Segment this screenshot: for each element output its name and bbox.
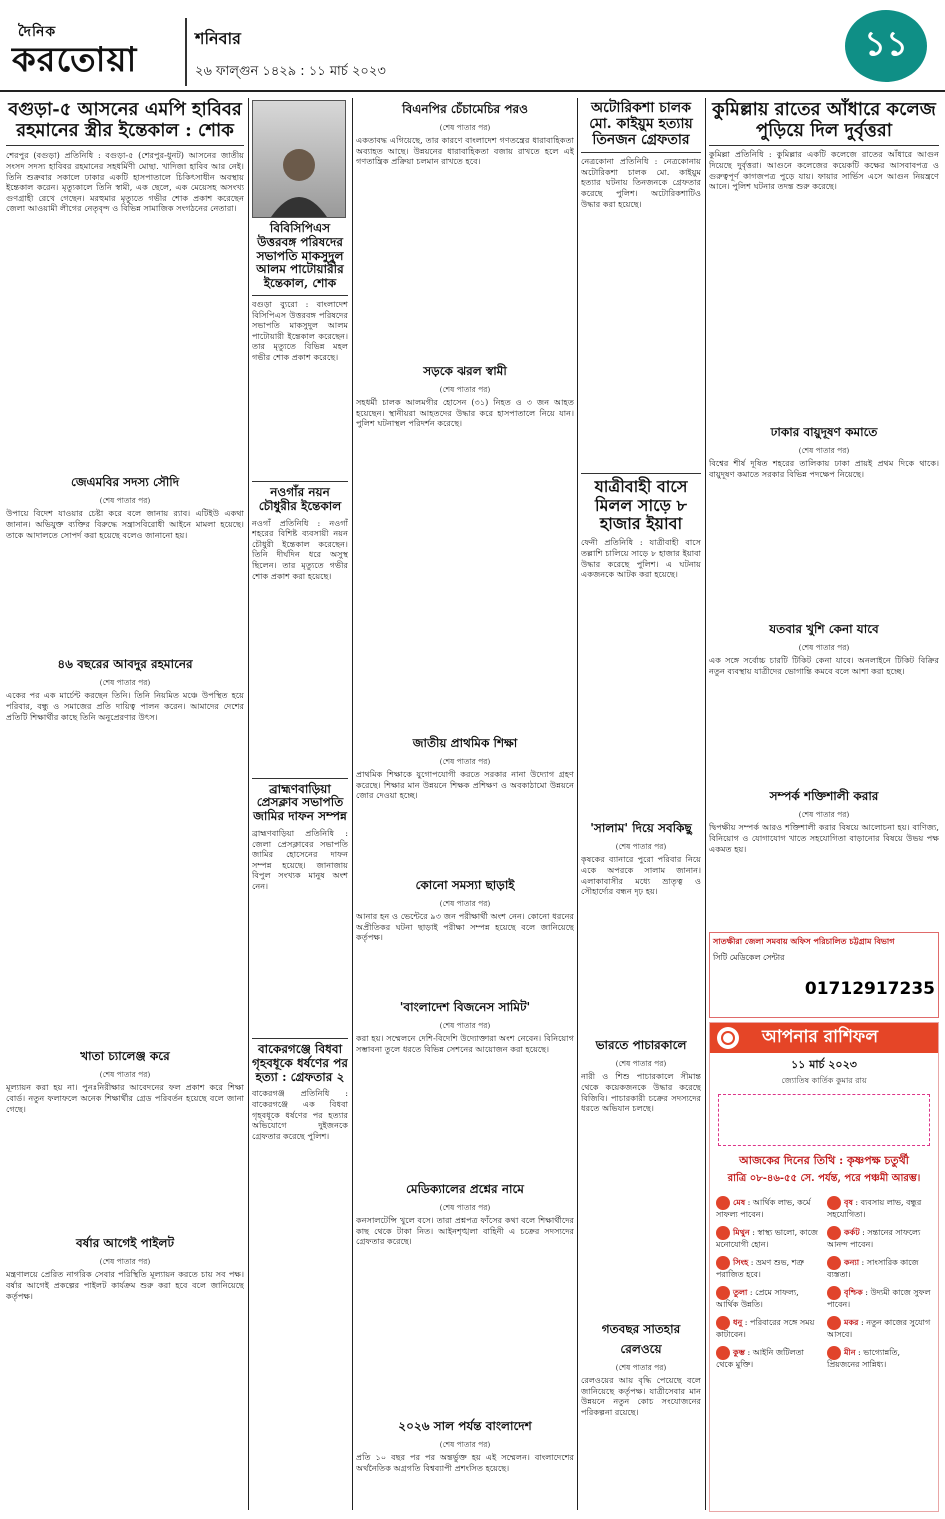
ad-phone: 01712917235: [804, 979, 935, 999]
article-borsha-body: মন্ত্রণালয়ে প্রেরিত নাগরিক সেবার পরিস্থিতি মূল্যায়ন করতে চায় সব পক্ষ। বর্ষার আগেই প্রকল্পের পাইলট কার্যক্রম শুরু করা হবে বলে জানিয়েছে কর্তৃপক্ষ।: [6, 1269, 244, 1301]
headline-railway: গতবছর সাতহার রেলওয়ে: [601, 1322, 681, 1356]
zodiac-sign-name: কুম্ভ: [733, 1347, 745, 1357]
zodiac-sign-text: নতুন কাজের সুযোগ আসবে।: [827, 1318, 931, 1339]
headline-borsha: বর্ষার আগেই পাইলট: [75, 1236, 174, 1251]
zodiac-sign-name: মীন: [844, 1347, 856, 1357]
planet-positions-chart: [718, 1094, 930, 1146]
headline-2026: ২০২৬ সাল পর্যন্ত বাংলাদেশ: [398, 1419, 532, 1433]
headline-yaba: যাত্রীবাহী বাসে মিলল সাড়ে ৮ হাজার ইয়াবা: [581, 473, 701, 537]
headline-somporko: সম্পর্ক শক্তিশালী করার: [769, 789, 879, 804]
article-somporko-body: দ্বিপক্ষীয় সম্পর্ক আরও শক্তিশালী করার বিষয়ে আলোচনা হয়। বাণিজ্য, বিনিয়োগ ও যোগাযোগ খাতে সহযোগিতা বাড়ানোর বিষয়ে উভয় পক্ষ একমত হয়।: [709, 822, 939, 854]
article-biggapon-body: করা হয়। সম্মেলনে দেশি-বিদেশি উদ্যোক্তারা অংশ নেবেন। বিনিয়োগ সম্ভাবনা তুলে ধরতে বিভিন্ন সেশনের আয়োজন করা হয়েছে।: [356, 1033, 574, 1054]
zodiac-symbol-icon: [827, 1286, 841, 1300]
zodiac-wheel-icon: [716, 1026, 740, 1050]
article-bnp-body: একতাবদ্ধ এগিয়েছে, তার কারণে বাংলাদেশ গণতন্ত্রের ধারাবাহিকতা অব্যাহত আছে। উন্নয়নের ধারাবাহিকতা বজায় রাখতে হলে এই গণতান্ত্রিক প্রক্রিয়া চলমান রাখতে হবে।: [356, 135, 574, 167]
headline-salam: 'সালাম' দিয়ে সবকিছু: [590, 821, 692, 836]
cont-salam: (শেষ পাতার পর): [615, 842, 667, 852]
headline-dhaka-air: ঢাকার বায়ুদূষণ কমাতে: [770, 425, 878, 440]
horoscope-header: [710, 1023, 938, 1053]
zodiac-sign-text: আর্থিক লাভ, কর্মে সাফল্য পাবেন।: [716, 1198, 811, 1219]
headline-saudi: জেএমবির সদস্য সৌদি: [70, 475, 180, 490]
article-brahmanbaria-body: ব্রাহ্মণবাড়িয়া প্রতিনিধি : জেলা প্রেসক্লাবের সভাপতি জামির হোসেনের দাফন সম্পন্ন হয়েছে। জানাজায় বিপুল সংখ্যক মানুষ অংশ নেন।: [252, 827, 348, 891]
zodiac-sign-item: মেষ : আর্থিক লাভ, কর্মে সাফল্য পাবেন।: [716, 1197, 811, 1219]
zodiac-symbol-icon: [827, 1316, 841, 1330]
horoscope-box: [709, 1022, 939, 1512]
headline-shiksha: জাতীয় প্রাথমিক শিক্ষা: [412, 736, 518, 750]
article-medical-body: কনসালটেন্সি খুলে বসে। তারা প্রশ্নপত্র ফাঁসের কথা বলে শিক্ষার্থীদের কাছ থেকে টাকা নিত। আইনশৃঙ্খলা বাহিনী এ চক্রের সদস্যদের গ্রেফতার করেছে।: [356, 1215, 574, 1247]
zodiac-symbol-icon: [716, 1286, 730, 1300]
headline-biggapon: 'বাংলাদেশ বিজনেস সামিট': [399, 1000, 531, 1014]
ad-headline: সাতক্ষীরা জেলা সমবায় অফিস পরিচালিত চট্টগ্রাম বিভাগ: [713, 936, 895, 946]
ad-box: [709, 932, 939, 1018]
article-dhaka-air-body: বিশ্বের শীর্ষ দূষিত শহরের তালিকায় ঢাকা প্রায়ই প্রথম দিকে থাকে। বায়ুদূষণ কমাতে সরকার বিভিন্ন পদক্ষেপ নিয়েছে।: [709, 458, 939, 479]
article-autorickshaw-body: নেত্রকোনা প্রতিনিধি : নেত্রকোনায় অটোরিকশা চালক মো. কাইয়ুম হত্যার ঘটনায় তিনজনকে গ্রেফতার করেছে পুলিশ। অটোরিকশাটিও উদ্ধার করা হয়েছে।: [581, 156, 701, 209]
zodiac-sign-item: মকর : নতুন কাজের সুযোগ আসবে।: [827, 1317, 931, 1339]
zodiac-sign-name: কন্যা: [844, 1257, 860, 1267]
article-yaba-body: ফেনী প্রতিনিধি : যাত্রীবাহী বাসে তল্লাশি চালিয়ে সাড়ে ৮ হাজার ইয়াবা উদ্ধার করেছে পুলিশ। এ ঘটনায় একজনকে আটক করা হয়েছে।: [581, 537, 701, 580]
zodiac-sign-item: কন্যা : সাংসারিক কাজে ব্যস্ততা।: [827, 1257, 919, 1279]
column-4-bottom: [581, 1318, 701, 1510]
headline-nowga: নওগাঁর নয়ন চৌধুরীর ইন্তেকাল: [252, 481, 348, 518]
zodiac-sign-text: আইনি জটিলতা থেকে মুক্তি।: [716, 1348, 804, 1369]
zodiac-sign-name: মকর: [844, 1317, 859, 1327]
zodiac-sign-item: তুলা : প্রেমে সাফল্য, আর্থিক উন্নতি।: [716, 1287, 799, 1309]
headline-autorickshaw: অটোরিকশা চালক মো. কাইয়ুম হত্যায় তিনজন গ্রেফতার: [581, 98, 701, 153]
headline-comilla: কুমিল্লায় রাতের আঁধারে কলেজ পুড়িয়ে দিল দুর্বৃত্তরা: [709, 98, 939, 146]
zodiac-sign-text: সন্তানের সাফল্যে আনন্দ পাবেন।: [827, 1228, 921, 1249]
cont-dhaka-air: (শেষ পাতার পর): [798, 446, 850, 456]
headline-swami: সড়কে ঝরল স্বামী: [423, 364, 507, 378]
zodiac-sign-item: বৃষ : ব্যবসায় লাভ, বন্ধুর সহযোগিতা।: [827, 1197, 922, 1219]
cont-abdur: (শেষ পাতার পর): [99, 678, 151, 688]
zodiac-symbol-icon: [716, 1226, 730, 1240]
headline-brahmanbaria: ব্রাহ্মণবাড়িয়া প্রেসক্লাব সভাপতি জামির দাফন সম্পন্ন: [252, 778, 348, 828]
zodiac-sign-name: ধনু: [733, 1317, 743, 1327]
zodiac-symbol-icon: [716, 1196, 730, 1210]
horoscope-author: জ্যোতিষ কার্তিক কুমার রায়: [781, 1076, 867, 1085]
masthead: [0, 0, 945, 92]
zodiac-sign-name: মিথুন: [733, 1227, 750, 1237]
article-salam-body: কৃষকের ব্যানারে পুরো পরিবার নিয়ে একে অপরকে সালাম জানান। এলাকাবাসীর মধ্যে ভ্রাতৃত্ব ও সৌহার্দ্যের বন্ধন দৃঢ় হয়।: [581, 854, 701, 897]
zodiac-sign-name: সিংহ: [733, 1257, 749, 1267]
zodiac-sign-text: সাংসারিক কাজে ব্যস্ততা।: [827, 1258, 919, 1279]
column-2: [252, 98, 348, 1510]
zodiac-symbol-icon: [827, 1346, 841, 1360]
article-comilla-body: কুমিল্লা প্রতিনিধি : কুমিল্লার একটি কলেজে রাতের আঁধারে আগুন দিয়েছে দুর্বৃত্তরা। আগুনে কলেজের কয়েকটি কক্ষের আসবাবপত্র ও গুরুত্বপূর্ণ কাগজপত্র পুড়ে যায়। ফায়ার সার্ভিস এসে আগুন নিয়ন্ত্রণে আনে। পুলিশ ঘটনার তদন্ত শুরু করেছে।: [709, 149, 939, 192]
horoscope-date: ১১ মার্চ ২০২৩: [791, 1058, 857, 1071]
article-swami-body: সহধর্মী চালক আলমগীর হোসেন (৩১) নিহত ও ৩ জন আহত হয়েছেন। স্থানীয়রা আহতদের উদ্ধার করে হাসপাতালে নিয়ে যান। পুলিশ ঘটনাস্থল পরিদর্শন করেছে।: [356, 397, 574, 429]
zodiac-sign-text: ভাগ্যোন্নতি, প্রিয়জনের সান্নিধ্য।: [827, 1348, 901, 1369]
portrait-photo: [252, 100, 346, 218]
cont-borsha: (শেষ পাতার পর): [99, 1257, 151, 1267]
article-ticket-body: এক সঙ্গে সর্বোচ্চ চারটি টিকিট কেনা যাবে। অনলাইনে টিকিট বিক্রির নতুন ব্যবস্থায় যাত্রীদের ভোগান্তি কমবে বলে আশা করা হচ্ছে।: [709, 655, 939, 676]
article-maksudul-body: বগুড়া ব্যুরো : বাংলাদেশ বিসিপিএস উত্তরবঙ্গ পরিষদের সভাপতি মাকসুদুল আলম পাটোয়ারী ইন্তেকাল করেছেন। তার মৃত্যুতে বিভিন্ন মহল গভীর শোক প্রকাশ করেছে।: [252, 298, 348, 362]
article-abdur-body: একের পর এক মার্চেন্ট করছেন তিনি। তিনি নিয়মিত মঞ্চে উপস্থিত হয়ে পরিবার, বন্ধু ও সমাজের প্রতি দায়িত্ব পালন করেন। আমাদের দেশের প্রতিটি শিক্ষার্থীর কাছে তিনি অনুপ্রেরণার উৎস।: [6, 690, 244, 722]
article-shiksha-body: প্রাথমিক শিক্ষাকে যুগোপযোগী করতে সরকার নানা উদ্যোগ গ্রহণ করেছে। শিক্ষার মান উন্নয়নে শিক্ষক প্রশিক্ষণ ও অবকাঠামো উন্নয়নে জোর দেওয়া হচ্ছে।: [356, 769, 574, 801]
article-saudi-body: উপায়ে বিদেশ যাওয়ার চেষ্টা করে বলে জানায় র‌্যাব। এটিইউ একথা জানান। অভিযুক্ত ব্যক্তির বিরুদ্ধে সন্ত্রাসবিরোধী আইনে মামলা হয়েছে। তাকে আদালতে সোপর্দ করা হয়েছে বলেও জানানো হয়।: [6, 508, 244, 540]
zodiac-symbol-icon: [827, 1196, 841, 1210]
headline-bharat: ভারতে পাচারকালে: [595, 1038, 687, 1053]
brand-small: দৈনিক: [18, 24, 57, 40]
headline-maksudul: বিবিসিপিএস উত্তরবঙ্গ পরিষদের সভাপতি মাকসুদুল আলম পাটোয়ারীর ইন্তেকাল, শোক: [252, 220, 348, 296]
cont-bnp: (শেষ পাতার পর): [439, 123, 491, 132]
zodiac-sign-item: সিংহ : ভ্রমণ শুভ, শত্রু পরাজিত হবে।: [716, 1257, 804, 1279]
zodiac-sign-item: বৃশ্চিক : উদ্যমী কাজে সুফল পাবেন।: [827, 1287, 931, 1309]
zodiac-symbol-icon: [716, 1256, 730, 1270]
zodiac-sign-item: ধনু : পরিবারের সঙ্গে সময় কাটাবেন।: [716, 1317, 815, 1339]
zodiac-sign-item: কুম্ভ : আইনি জটিলতা থেকে মুক্তি।: [716, 1347, 804, 1369]
headline-abdur: ৪৬ বছরের আবদুর রহমানের: [57, 657, 193, 672]
article-somossa-body: আনার হন ও ভেন্টেরে ৯৩ জন পরীক্ষার্থী অংশ নেন। কোনো ধরনের অপ্রীতিকর ঘটনা ছাড়াই পরীক্ষা সম্পন্ন হয়েছে বলে জানিয়েছে কর্তৃপক্ষ।: [356, 911, 574, 943]
cont-somossa: (শেষ পাতার পর): [439, 899, 491, 908]
cont-bharat: (শেষ পাতার পর): [615, 1059, 667, 1069]
article-railway-body: রেলওয়ের আয় বৃদ্ধি পেয়েছে বলে জানিয়েছে কর্তৃপক্ষ। যাত্রীসেবার মান উন্নয়নে নতুন কোচ সংযোজনের পরিকল্পনা রয়েছে।: [581, 1375, 701, 1417]
zodiac-sign-name: কর্কট: [844, 1227, 860, 1237]
column-1: [6, 98, 244, 1510]
zodiac-sign-name: বৃশ্চিক: [844, 1287, 863, 1297]
day-label: শনিবার: [195, 29, 241, 48]
cont-medical: (শেষ পাতার পর): [439, 1203, 491, 1212]
headline-khata: খাতা চ্যালেঞ্জ করে: [80, 1049, 170, 1064]
zodiac-sign-text: স্বাস্থ্য ভালো, কাজে মনোযোগী হোন।: [716, 1228, 818, 1249]
masthead-divider: [185, 18, 187, 86]
cont-khata: (শেষ পাতার পর): [99, 1070, 151, 1080]
article-2026-body: প্রতি ১০ বছর পর পর অন্তর্ভুক্ত হয় এই সম্মেলন। বাংলাদেশের অর্থনৈতিক অগ্রগতি বিশ্বব্যাপী প্রশংসিত হয়েছে।: [356, 1452, 574, 1473]
article-bakerganj-body: বাকেরগঞ্জ প্রতিনিধি : বাকেরগঞ্জে এক বিধবা গৃহবধূকে ধর্ষণের পর হত্যার অভিযোগে দুইজনকে গ্রেফতার করেছে পুলিশ।: [252, 1088, 348, 1141]
zodiac-signs-grid: [710, 1192, 938, 1374]
headline-ticket: যতবার খুশি কেনা যাবে: [769, 622, 879, 637]
zodiac-sign-text: পরিবারের সঙ্গে সময় কাটাবেন।: [716, 1318, 815, 1339]
zodiac-sign-text: প্রেমে সাফল্য, আর্থিক উন্নতি।: [716, 1288, 799, 1309]
article-bogura-body: শেরপুর (বগুড়া) প্রতিনিধি : বগুড়া-৫ (শেরপুর-ধুনট) আসনের জাতীয় সংসদ সদস্য হাবিবর রহমানের সহধর্মিণী মোছা. খাদিজা হাবিব আর নেই। তিনি শুক্রবার সকালে ঢাকার একটি হাসপাতালে চিকিৎসাধীন অবস্থায় ইন্তেকাল করেন। মৃত্যুকালে তিনি স্বামী, এক ছেলে, এক মেয়েসহ অসংখ্য গুণগ্রাহী রেখে গেছেন। মরহুমার মৃত্যুতে গভীর শোক প্রকাশ করেছেন জেলা আওয়ামী লীগের নেতৃবৃন্দ ও বিভিন্ন সামাজিক সংগঠনের নেতারা।: [6, 150, 244, 214]
zodiac-sign-name: তুলা: [733, 1287, 748, 1297]
newspaper-logo: করতোয়া: [12, 40, 138, 80]
column-5: [709, 98, 939, 928]
article-bharat-body: নারী ও শিশু পাচারকালে সীমান্ত থেকে কয়েকজনকে উদ্ধার করেছে বিজিবি। পাচারকারী চক্রের সদস্যদের ধরতে অভিযান চলছে।: [581, 1071, 701, 1114]
headline-bnp: বিএনপির চেঁচামেচির পরও: [402, 102, 528, 116]
horoscope-title: আপনার রাশিফল: [762, 1027, 879, 1047]
tithi-title: আজকের দিনের তিথি : কৃষ্ণপক্ষ চতুর্থী: [739, 1154, 909, 1167]
headline-bakerganj: বাকেরগঞ্জে বিধবা গৃহবধূকে ধর্ষণের পর হত্যা : গ্রেফতার ২: [252, 1038, 348, 1088]
zodiac-sign-text: উদ্যমী কাজে সুফল পাবেন।: [827, 1288, 931, 1309]
person-icon: [269, 137, 329, 217]
headline-bogura: বগুড়া-৫ আসনের এমপি হাবিবর রহমানের স্ত্রীর ইন্তেকাল : শোক: [6, 98, 244, 146]
cont-2026: (শেষ পাতার পর): [439, 1440, 491, 1449]
zodiac-symbol-icon: [827, 1226, 841, 1240]
zodiac-symbol-icon: [716, 1316, 730, 1330]
cont-shiksha: (শেষ পাতার পর): [439, 757, 491, 766]
cont-ticket: (শেষ পাতার পর): [798, 643, 850, 653]
zodiac-sign-name: বৃষ: [844, 1197, 853, 1207]
page-number-badge: ১১: [845, 10, 927, 82]
zodiac-symbol-icon: [827, 1256, 841, 1270]
article-nowga-body: নওগাঁ প্রতিনিধি : নওগাঁ শহরের বিশিষ্ট ব্যবসায়ী নয়ন চৌধুরী ইন্তেকাল করেছেন। তিনি দীর্ঘদিন ধরে অসুস্থ ছিলেন। তার মৃত্যুতে গভীর শোক প্রকাশ করা হয়েছে।: [252, 517, 348, 581]
tithi-time: রাত্রি ০৮-৪৬-৫৫ সে. পর্যন্ত, পরে পঞ্চমী আরম্ভ।: [727, 1173, 921, 1184]
cont-swami: (শেষ পাতার পর): [439, 385, 491, 394]
column-3: [356, 98, 574, 1510]
zodiac-sign-item: মীন : ভাগ্যোন্নতি, প্রিয়জনের সান্নিধ্য।: [827, 1347, 901, 1369]
headline-medical: মেডিক্যালের প্রশ্নের নামে: [406, 1182, 524, 1196]
zodiac-sign-item: কর্কট : সন্তানের সাফল্যে আনন্দ পাবেন।: [827, 1227, 921, 1249]
zodiac-sign-text: ভ্রমণ শুভ, শত্রু পরাজিত হবে।: [716, 1258, 804, 1279]
zodiac-symbol-icon: [716, 1346, 730, 1360]
column-4: [581, 98, 701, 1310]
zodiac-sign-item: মিথুন : স্বাস্থ্য ভালো, কাজে মনোযোগী হোন।: [716, 1227, 818, 1249]
headline-somossa: কোনো সমস্যা ছাড়াই: [415, 878, 515, 892]
zodiac-sign-text: ব্যবসায় লাভ, বন্ধুর সহযোগিতা।: [827, 1198, 922, 1219]
article-khata-body: মূল্যায়ন করা হয় না। পুনঃনিরীক্ষার আবেদনের ফল প্রকাশ করে শিক্ষা বোর্ড। নতুন ফলাফলে অনেক শিক্ষার্থীর গ্রেড পরিবর্তন হয়েছে বলে জানা গেছে।: [6, 1082, 244, 1114]
cont-railway: (শেষ পাতার পর): [615, 1363, 667, 1372]
cont-somporko: (শেষ পাতার পর): [798, 810, 850, 820]
date-label: ২৬ ফাল্গুন ১৪২৯ : ১১ মার্চ ২০২৩: [195, 64, 386, 79]
zodiac-sign-name: মেষ: [733, 1197, 746, 1207]
cont-biggapon: (শেষ পাতার পর): [439, 1021, 491, 1030]
ad-text: সিটি মেডিকেল সেন্টার: [713, 953, 785, 962]
cont-saudi: (শেষ পাতার পর): [99, 496, 151, 506]
